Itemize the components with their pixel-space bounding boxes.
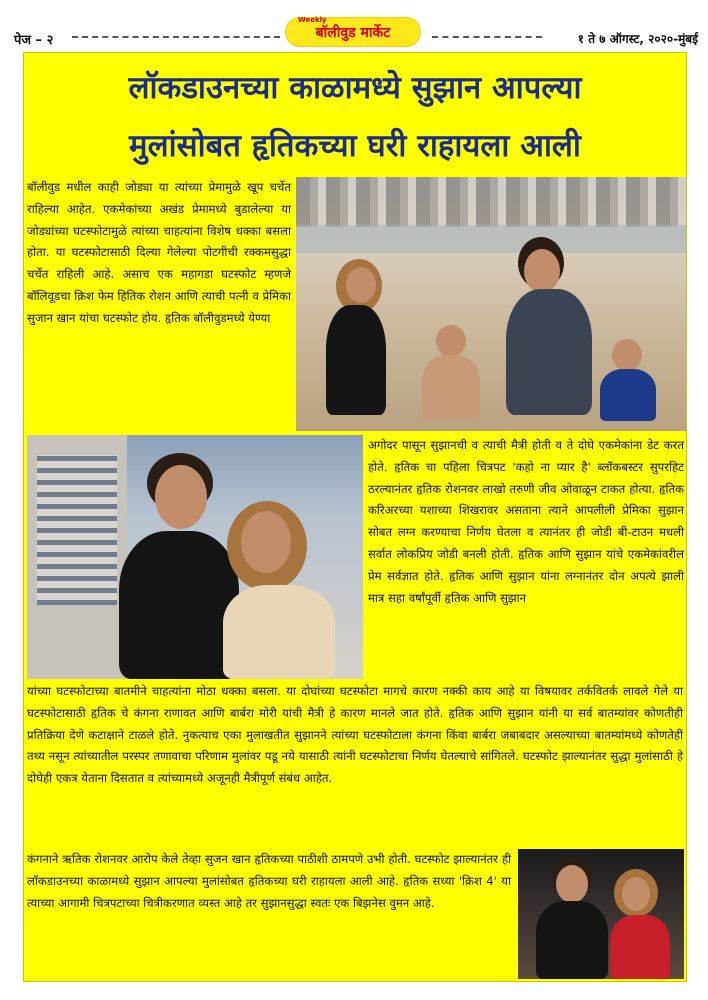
boy-two-figure: [600, 369, 656, 421]
header-divider-right: [432, 36, 542, 38]
boy-one-figure: [422, 355, 480, 419]
man-suit: [119, 531, 239, 679]
event-couple-photo: [518, 849, 684, 979]
woman-dress: [223, 585, 335, 679]
article-paragraph-1: बॉलीवुड मधील काही जोड्या या त्यांच्या प्रेमामुळे खूप चर्चेत राहिल्या आहेत. एकमेकांच्या अखंड प्रेमामध्ये बुडालेल्या या जोड्यांच्या घटस्फोटामुळे त्यांच्या चाहत्यांना विशेष धक्का बसला होता. या घटस्फोटासाठी दिल्या गेलेल्या पोटगीची रक्कमसुद्धा चर्चेत राहिली आहे. असाच एक महागडा घटस्फोट म्हणजे बॉलिवूडचा क्रिश फेम हितिक रोशन आणि त्याची पत्नी व प्रेमिका सुजान खान यांचा घटस्फोट होय. हृतिक बॉलीवुडमध्ये येण्या: [27, 180, 291, 325]
page-header: [0, 0, 708, 50]
man-face: [524, 249, 560, 293]
photo-building-windows: [37, 455, 117, 605]
article-headline: [24, 59, 686, 175]
man-face: [556, 865, 588, 903]
masthead-logo: [286, 18, 420, 46]
article-paragraph-2: अगोदर पासून सुझानची व त्याची मैत्री होती व ते दोघे एकमेकांना डेट करत होते. हृतिक चा पहिला चित्रपट 'कहो ना प्यार है' ब्लॉकबस्टर सुपरहिट ठरल्यानंतर हृतिक रोशनवर लाखो तरुणी जीव ओवाळून टाकत होत्या. हृतिक करिअरच्या यशाच्या शिखरावर असताना त्याने आपलीली प्रेमिका सुझान सोबत लग्न करण्याचा निर्णय घेतला व त्यानंतर ही जोडी बी-टाउन मधली सर्वात लोकप्रिय जोडी बनली होती. हृतिक आणि सुझान यांचे एकमेकांवरील प्रेम सर्वज्ञात होते. हृतिक आणि सुझान यांना लग्नानंतर दोन अपत्ये झाली मात्र सहा वर्षांपूर्वी हृतिक आणि सुझान: [368, 438, 684, 605]
logo-weekly-tag: Weekly: [298, 16, 327, 24]
logo-title: बॉलीवुड मार्केट: [315, 25, 391, 41]
article-frame: [23, 52, 687, 982]
headline-line-2: मुलांसोबत हृतिकच्या घरी राहायला आली: [129, 128, 581, 164]
beach-family-photo: [296, 177, 686, 431]
headline-line-1: लॉकडाउनच्या काळामध्ये सुझान आपल्या: [128, 70, 582, 106]
boy-one-face: [436, 325, 466, 357]
man-suit: [536, 901, 608, 979]
boy-two-face: [612, 339, 642, 371]
woman-face: [346, 267, 376, 303]
woman-red-dress: [610, 915, 670, 979]
woman-face: [241, 511, 291, 573]
red-carpet-couple-photo: [27, 435, 363, 679]
article-paragraph-4: कंगनाने ऋतिक रोशनवर आरोप केले तेव्हा सुजन खान हृतिकच्या पाठीशी ठामपणे उभी होती. घटस्फोट झाल्यानंतर ही लॉकडाउनच्या काळामध्ये सुझान आपल्या मुलांसोबत हृतिकच्या घरी राहायला आली आहे. हृतिक सध्या 'क्रिश 4' या त्याच्या आगामी चित्रपटाच्या चित्रीकरणात व्यस्त आहे तर सुझानसुद्धा स्वतः एक बिझनेस वुमन आहे.: [27, 852, 511, 910]
issue-date: १ ते ७ ऑगस्ट, २०२०-मुंबई: [577, 32, 698, 46]
man-figure: [506, 289, 592, 415]
photo-sea: [296, 225, 686, 253]
page-number: पेज – २: [14, 33, 54, 48]
woman-face: [622, 877, 650, 911]
woman-figure: [326, 305, 386, 415]
article-paragraph-3: यांच्या घटस्फोटाच्या बातमीने चाहत्यांना मोठा धक्का बसला. या दोघांच्या घटस्फोटा मागचे कारण नक्की काय आहे या विषयावर तर्कवितर्क लावले गेले या घटस्फोटासाठी हृतिक चे कंगना राणावत आणि बार्बरा मोरी यांची मैत्री हे कारण मानले जात होते. हृतिक आणि सुझान यांनी या सर्व बातम्यांवर कोणतीही प्रतिक्रिया देणे कटाक्षाने टाळले होते. नुकत्याच एका मुलाखतीत सुझानने त्यांच्या घटस्फोटाला कंगना किंवा बार्बरा जबाबदार असल्याच्या बातम्यांमध्ये कोणतेही तथ्य नसून त्यांच्यातील परस्पर तणावाचा परिणाम मुलांवर पडू नये यासाठी त्यांनी घटस्फोटाचा निर्णय घेतल्याचे सांगितले. घटस्फोट झाल्यानंतर सुद्धा मुलांसाठी हे दोघेही एकत्र येताना दिसतात व त्यांच्यामध्ये अजूनही मैत्रीपूर्ण संबंध आहेत.: [27, 684, 683, 786]
photo-background-crowd: [296, 177, 686, 227]
man-face: [155, 465, 207, 529]
header-divider-left: [72, 36, 280, 38]
